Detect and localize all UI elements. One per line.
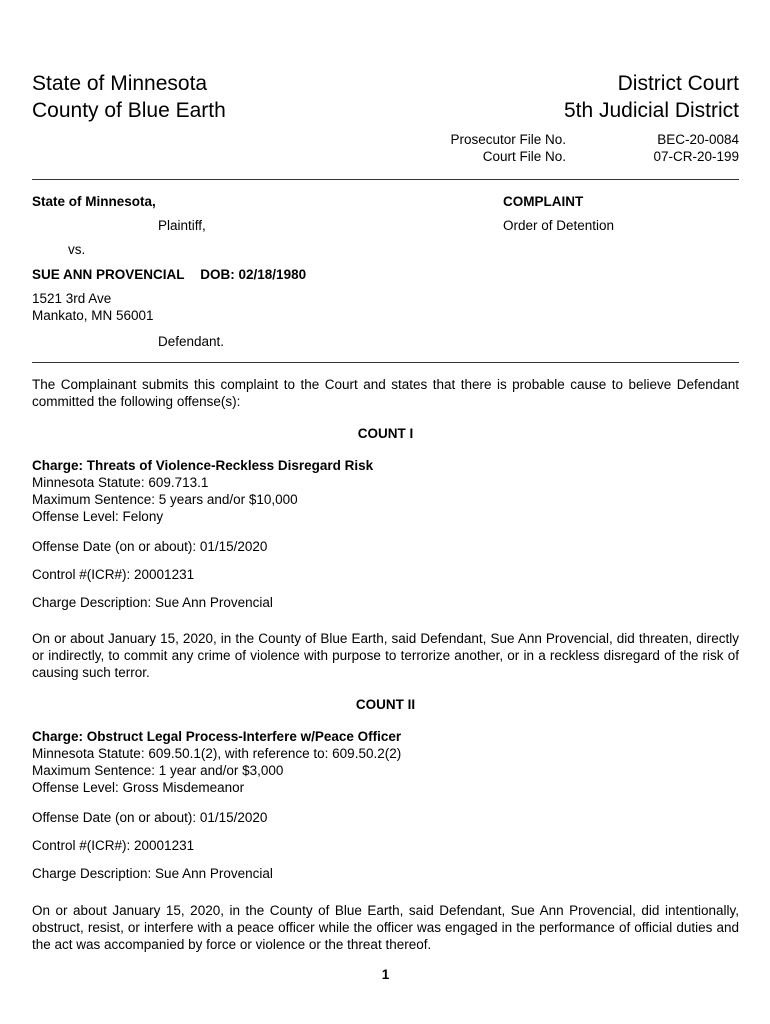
judicial-district: 5th Judicial District xyxy=(563,99,739,122)
charge-description: Charge Description: Sue Ann Provencial xyxy=(32,866,273,881)
count-details xyxy=(32,457,739,525)
count-narrative: On or about January 15, 2020, in the County of Blue Earth, said Defendant, Sue Ann Provencial, did intentionally, obstruct, resist, or interfere with a peace officer while the officer was engaged in the performance of official duties and the act was accompanied by force or violence or the threat thereof. xyxy=(32,903,739,952)
document-header xyxy=(32,70,739,124)
court-block xyxy=(564,70,739,124)
county-name: County of Blue Earth xyxy=(32,99,226,122)
header-divider xyxy=(32,179,739,180)
charge-name: Charge: Obstruct Legal Process-Interfere w/Peace Officer xyxy=(32,729,402,744)
court-name: District Court xyxy=(617,72,739,95)
control-number: Control #(ICR#): 20001231 xyxy=(32,838,195,853)
court-file-value: 07-CR-20-199 xyxy=(653,149,739,164)
defendant-address xyxy=(32,290,739,324)
document-type: COMPLAINT xyxy=(503,194,584,209)
defendant-name: SUE ANN PROVENCIAL xyxy=(32,267,185,282)
prosecutor-file-label: Prosecutor File No. xyxy=(450,132,566,147)
defendant-role: Defendant. xyxy=(158,334,225,349)
court-file-label: Court File No. xyxy=(482,149,566,164)
prosecutor-file-value: BEC-20-0084 xyxy=(657,132,739,147)
address-line-2: Mankato, MN 56001 xyxy=(32,308,154,323)
plaintiff-name: State of Minnesota, xyxy=(32,194,156,209)
file-numbers xyxy=(32,131,739,165)
order-type: Order of Detention xyxy=(503,218,615,233)
max-sentence: Maximum Sentence: 5 years and/or $10,000 xyxy=(32,492,298,507)
statute: Minnesota Statute: 609.50.1(2), with reference to: 609.50.2(2) xyxy=(32,746,402,761)
offense-level: Offense Level: Gross Misdemeanor xyxy=(32,780,245,795)
caption-divider xyxy=(32,362,739,363)
charge-name: Charge: Threats of Violence-Reckless Disregard Risk xyxy=(32,458,374,473)
offense-date: Offense Date (on or about): 01/15/2020 xyxy=(32,539,268,554)
intro-paragraph: The Complainant submits this complaint to the Court and states that there is probable cause to believe Defendant committed the following offense(s): xyxy=(32,377,739,409)
offense-level: Offense Level: Felony xyxy=(32,509,164,524)
address-line-1: 1521 3rd Ave xyxy=(32,291,112,306)
defendant-line xyxy=(32,266,739,283)
versus: vs. xyxy=(68,242,86,257)
offense-date: Offense Date (on or about): 01/15/2020 xyxy=(32,810,268,825)
defendant-dob: DOB: 02/18/1980 xyxy=(200,267,307,282)
control-number: Control #(ICR#): 20001231 xyxy=(32,567,195,582)
plaintiff-role: Plaintiff, xyxy=(158,218,206,233)
count-title: COUNT I xyxy=(357,426,414,441)
statute: Minnesota Statute: 609.713.1 xyxy=(32,475,209,490)
charge-description: Charge Description: Sue Ann Provencial xyxy=(32,595,273,610)
count-details xyxy=(32,728,739,796)
complaint-page xyxy=(32,0,739,1024)
count-narrative: On or about January 15, 2020, in the County of Blue Earth, said Defendant, Sue Ann Provencial, did threaten, directly or indirectly, to commit any crime of violence with purpose to terrorize another, or in a reckless disregard of the risk of causing such terror. xyxy=(32,631,739,680)
count-title: COUNT II xyxy=(355,697,416,712)
page-number: 1 xyxy=(381,967,390,982)
max-sentence: Maximum Sentence: 1 year and/or $3,000 xyxy=(32,763,284,778)
state-name: State of Minnesota xyxy=(32,72,208,95)
